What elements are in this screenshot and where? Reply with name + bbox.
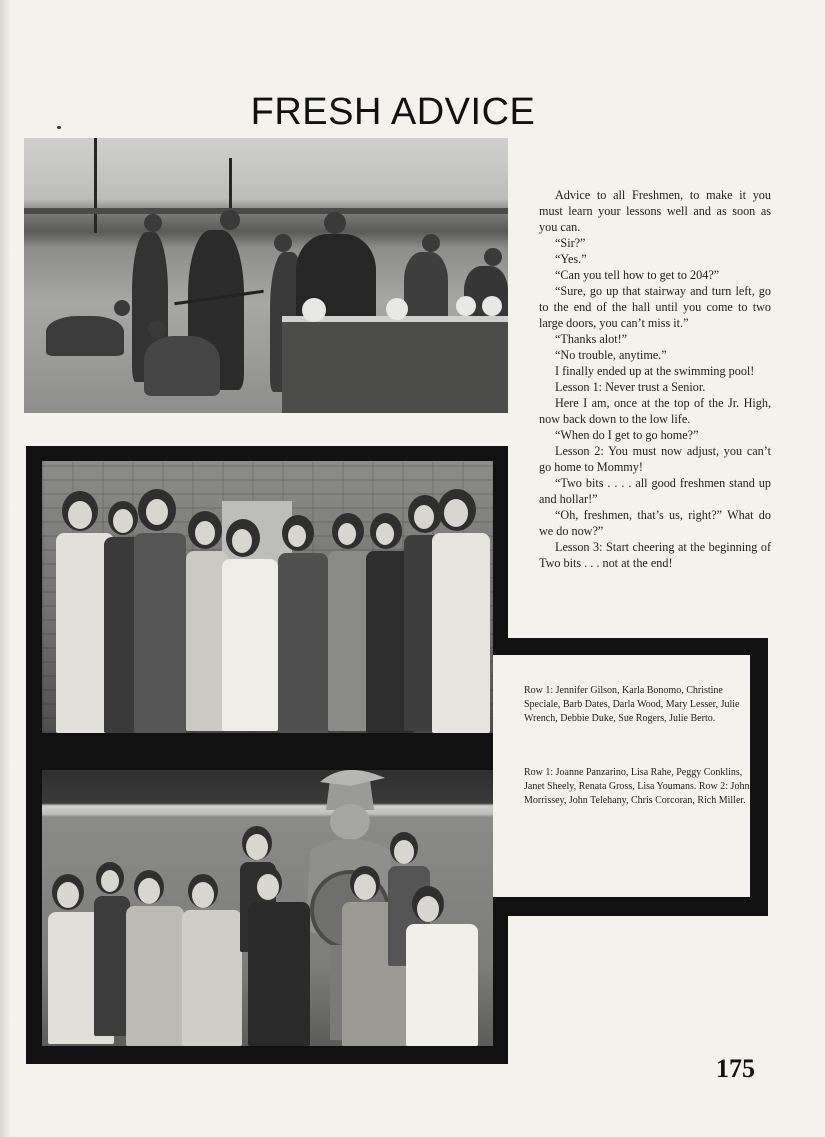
ball [482,296,502,316]
group-photo-statue [42,770,493,1046]
body-paragraph: “Two bits . . . . all good freshmen stand up and hollar!” [539,476,771,506]
page-title: FRESH ADVICE [250,91,536,134]
body-paragraph: “When do I get to go home?” [555,428,699,442]
body-paragraph: “No trouble, anytime.” [555,348,667,362]
group-photo-girls [42,461,493,733]
body-paragraph: Lesson 2: You must now adjust, you can’t go home to Mommy! [539,444,771,474]
kneeling-person [46,316,124,356]
page-binding-edge [0,0,10,1137]
utility-pole [94,138,97,233]
body-paragraph: I finally ended up at the swimming pool! [555,364,755,378]
outdoor-activity-photo [24,138,508,413]
group-caption-1: Row 1: Jennifer Gilson, Karla Bonomo, Christine Speciale, Barb Dates, Darla Wood, Mary Lesser, Julie Wrench, Debbie Duke, Sue Rogers, Julie Berto. [524,685,740,724]
body-paragraph: “Yes.” [555,252,587,266]
body-paragraph: Lesson 3: Start cheering at the beginning of Two bits . . . not at the end! [539,540,771,570]
article-body [539,187,771,571]
body-paragraph: “Sir?” [555,236,586,250]
standing-person [404,252,448,322]
ball [456,296,476,316]
group-caption-2: Row 1: Joanne Panzarino, Lisa Rahe, Peggy Conklins, Janet Sheely, Renata Gross, Lisa Youmans. Row 2: John Morrissey, John Telehany, Chris Corcoran, Rich Miller. [524,767,750,806]
body-paragraph: Here I am, once at the top of the Jr. High, now back down to the low life. [539,396,771,426]
body-paragraph: Advice to all Freshmen, to make it you must learn your lessons well and as soon as you can. [539,188,771,234]
body-paragraph: “Can you tell how to get to 204?” [555,268,720,282]
body-paragraph: “Thanks alot!” [555,332,628,346]
kneeling-person [144,336,220,396]
table [282,320,508,413]
ball [302,298,326,322]
body-paragraph: Lesson 1: Never trust a Senior. [555,380,706,394]
body-paragraph: “Sure, go up that stairway and turn left, go to the end of the hall until you come to two large doors, you can’t miss it.” [539,284,771,330]
body-paragraph: “Oh, freshmen, that’s us, right?” What do we do now?” [539,508,771,538]
ball [386,298,408,320]
page-number: 175 [716,1054,755,1083]
horizon-line [24,208,508,214]
